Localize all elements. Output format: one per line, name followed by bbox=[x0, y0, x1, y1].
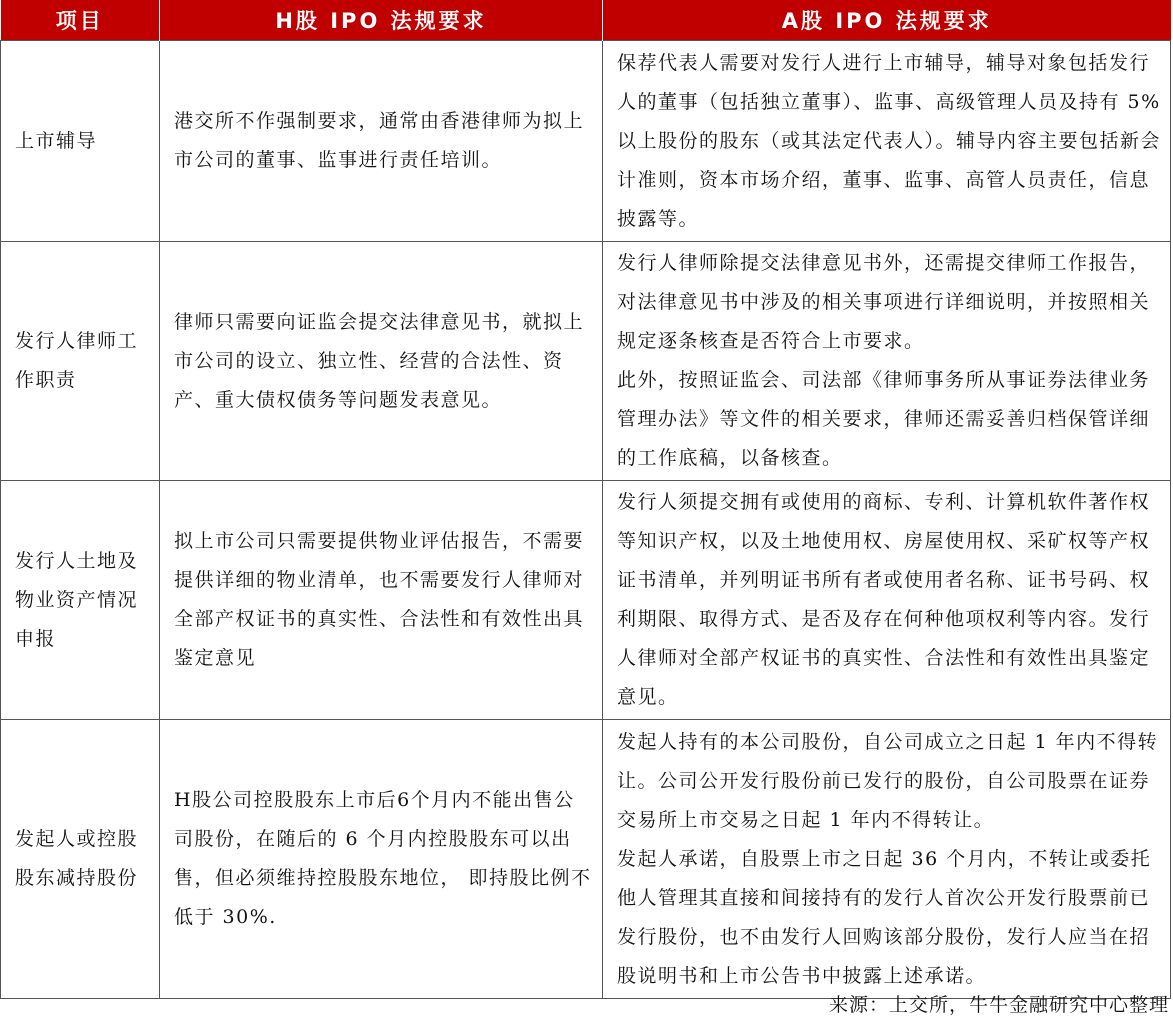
table-header-row bbox=[1, 0, 1171, 41]
a-share-paragraph: 发行人须提交拥有或使用的商标、专利、计算机软件著作权等知识产权，以及土地使用权、房屋使用权、采矿权等产权证书清单，并列明证书所有者或使用者名称、证书号码、权利期限、取得方式、是否及存在何种他项权利等内容。发行人律师对全部产权证书的真实性、合法性和有效性出具鉴定意见。 bbox=[617, 491, 1151, 708]
a-share-paragraph: 发行人律师除提交法律意见书外，还需提交律师工作报告，对法律意见书中涉及的相关事项进行详细说明，并按照相关规定逐条核查是否符合上市要求。 bbox=[617, 252, 1151, 352]
a-share-requirement bbox=[603, 720, 1171, 999]
row-item-label: 发行人土地及物业资产情况申报 bbox=[1, 481, 160, 720]
a-share-paragraph: 保荐代表人需要对发行人进行上市辅导，辅导对象包括发行人的董事（包括独立董事）、监事、高级管理人员及持有 5%以上股份的股东（或其法定代表人）。辅导内容主要包括新会计准则，资本市场介绍，董事、监事、高管人员责任，信息披露等。 bbox=[617, 51, 1162, 230]
a-share-requirement bbox=[603, 242, 1171, 481]
table-row bbox=[1, 481, 1171, 720]
h-share-requirement: 港交所不作强制要求，通常由香港律师为拟上市公司的董事、监事进行责任培训。 bbox=[160, 41, 603, 242]
table-row bbox=[1, 242, 1171, 481]
a-share-paragraph: 发起人承诺，自股票上市之日起 36 个月内，不转让或委托他人管理其直接和间接持有的发行人首次公开发行股票前已发行股份，也不由发行人回购该部分股份，发行人应当在招股说明书和上市公告书中披露上述承诺。 bbox=[617, 847, 1152, 987]
h-share-requirement: 律师只需要向证监会提交法律意见书，就拟上市公司的设立、独立性、经营的合法性、资产、重大债权债务等问题发表意见。 bbox=[160, 242, 603, 481]
row-item-label: 发行人律师工作职责 bbox=[1, 242, 160, 481]
header-item: 项目 bbox=[1, 0, 160, 41]
a-share-requirement bbox=[603, 41, 1171, 242]
h-share-requirement: 拟上市公司只需要提供物业评估报告，不需要提供详细的物业清单，也不需要发行人律师对全部产权证书的真实性、合法性和有效性出具鉴定意见 bbox=[160, 481, 603, 720]
a-share-requirement bbox=[603, 481, 1171, 720]
a-share-paragraph: 发起人持有的本公司股份，自公司成立之日起 1 年内不得转让。公司公开发行股份前已发行的股份，自公司股票在证券交易所上市交易之日起 1 年内不得转让。 bbox=[617, 730, 1159, 831]
table-row bbox=[1, 720, 1171, 999]
source-note: 来源：上交所，牛牛金融研究中心整理 bbox=[828, 994, 1169, 1016]
header-a-share: A股 IPO 法规要求 bbox=[603, 0, 1171, 41]
a-share-paragraph: 此外，按照证监会、司法部《律师事务所从事证券法律业务管理办法》等文件的相关要求，律师还需妥善归档保管详细的工作底稿，以备核查。 bbox=[617, 369, 1151, 469]
table-row bbox=[1, 41, 1171, 242]
row-item-label: 上市辅导 bbox=[1, 41, 160, 242]
row-item-label: 发起人或控股股东减持股份 bbox=[1, 720, 160, 999]
h-share-requirement: H股公司控股股东上市后6个月内不能出售公司股份，在随后的 6 个月内控股股东可以出售，但必须维持控股股东地位， 即持股比例不低于 30%. bbox=[160, 720, 603, 999]
header-h-share: H股 IPO 法规要求 bbox=[160, 0, 603, 41]
